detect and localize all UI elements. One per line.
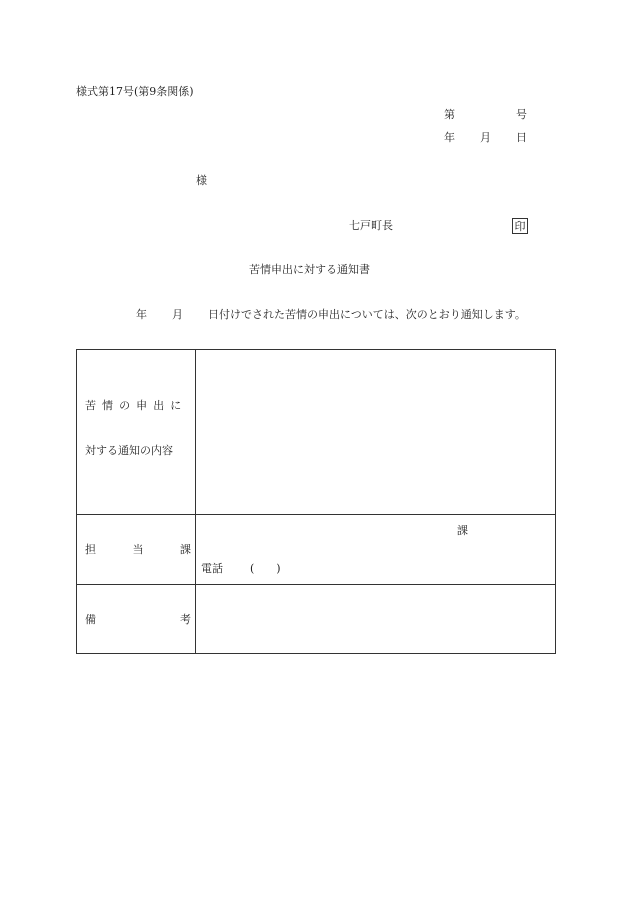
dept-suffix: 課 (457, 524, 468, 537)
phone-parens: ( ) (250, 562, 281, 575)
row-divider (77, 514, 555, 515)
body-text: 日付けでされた苦情の申出については、次のとおり通知します。 (208, 308, 526, 321)
dept-label-char: 担 (85, 543, 96, 556)
content-label-line2: 対する通知の内容 (85, 444, 173, 457)
doc-number-dai: 第 (444, 108, 455, 121)
document-title: 苦情申出に対する通知書 (249, 263, 370, 276)
remarks-value-area[interactable] (196, 585, 556, 654)
body-year-label: 年 (136, 308, 147, 321)
form-number: 様式第17号(第9条関係) (76, 85, 194, 98)
notice-table (76, 349, 556, 654)
remarks-label-char: 備 (85, 613, 96, 626)
date-month-label: 月 (480, 131, 491, 144)
dept-label-char: 当 (132, 543, 144, 556)
remarks-label (85, 614, 191, 625)
seal-mark: 印 (512, 218, 528, 234)
issuer-name: 七戸町長 (349, 219, 393, 232)
date-day-label: 日 (516, 131, 527, 144)
body-month-label: 月 (172, 308, 183, 321)
dept-label-char: 課 (180, 543, 191, 556)
doc-number-go: 号 (516, 108, 527, 121)
recipient-suffix: 様 (196, 174, 207, 187)
phone-label: 電話 (201, 562, 223, 575)
date-year-label: 年 (444, 131, 455, 144)
dept-label (85, 544, 191, 555)
remarks-label-char: 考 (180, 613, 191, 626)
content-label-line1: 苦情の申出に (85, 399, 188, 412)
content-value-area[interactable] (196, 350, 556, 514)
